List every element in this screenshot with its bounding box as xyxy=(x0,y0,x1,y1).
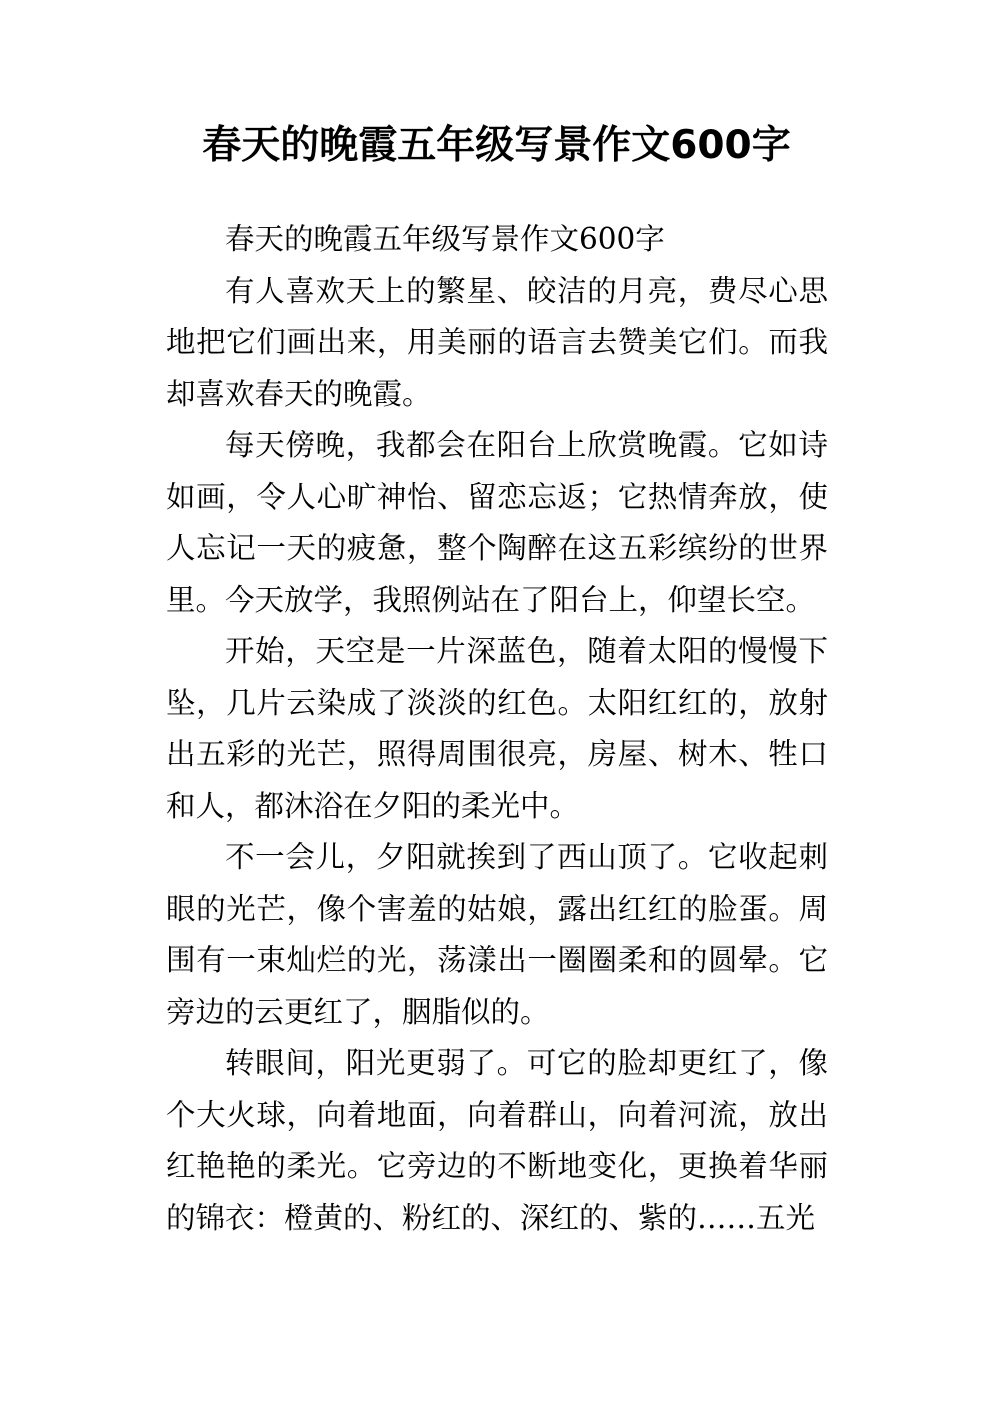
body-paragraph: 每天傍晚，我都会在阳台上欣赏晚霞。它如诗如画，令人心旷神怡、留恋忘返；它热情奔放，使人忘记一天的疲惫，整个陶醉在这五彩缤纷的世界里。今天放学，我照例站在了阳台上，仰望长空。 xyxy=(166,428,828,617)
body-paragraph: 开始，天空是一片深蓝色，随着太阳的慢慢下坠，几片云染成了淡淡的红色。太阳红红的，放射出五彩的光芒，照得周围很亮，房屋、树木、牲口和人，都沐浴在夕阳的柔光中。 xyxy=(166,634,828,823)
body-paragraph: 转眼间，阳光更弱了。可它的脸却更红了，像个大火球，向着地面，向着群山，向着河流，放出红艳艳的柔光。它旁边的不断地变化，更换着华丽的锦衣：橙黄的、粉红的、深红的、紫的……五光 xyxy=(166,1046,828,1235)
body-paragraph: 不一会儿，夕阳就挨到了西山顶了。它收起刺眼的光芒，像个害羞的姑娘，露出红红的脸蛋。周围有一束灿烂的光，荡漾出一圈圈柔和的圆晕。它旁边的云更红了，胭脂似的。 xyxy=(166,840,828,1029)
body-paragraph: 有人喜欢天上的繁星、皎洁的月亮，费尽心思地把它们画出来，用美丽的语言去赞美它们。而我却喜欢春天的晚霞。 xyxy=(166,273,828,411)
subtitle-paragraph: 春天的晚霞五年级写景作文600字 xyxy=(225,222,665,256)
document-title: 春天的晚霞五年级写景作文600字 xyxy=(202,123,791,168)
document-body xyxy=(166,214,828,1244)
